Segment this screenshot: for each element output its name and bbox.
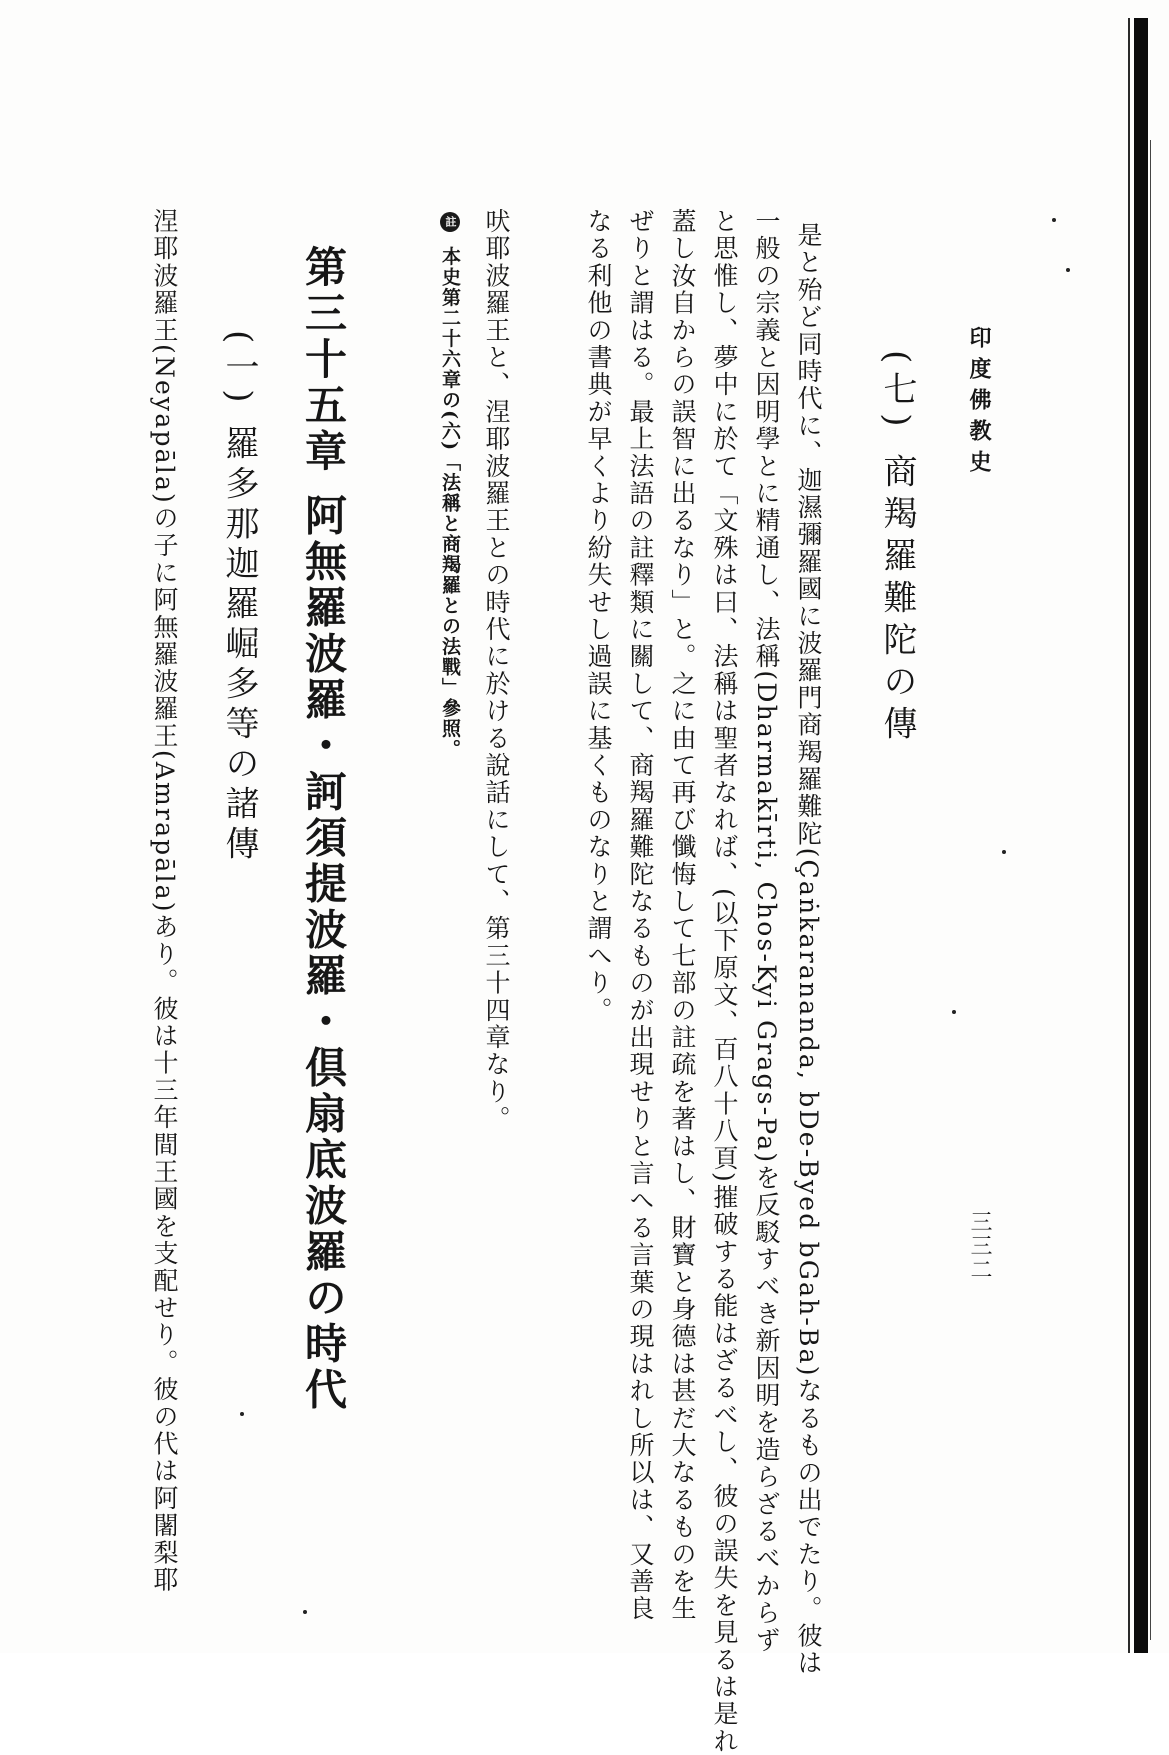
scan-speck xyxy=(1002,850,1006,854)
page-edge-line xyxy=(1150,140,1151,1640)
page-number: 三三二 xyxy=(967,1210,992,1282)
binding-edge-shadow xyxy=(1134,18,1148,1653)
running-head: 印度佛教史 xyxy=(966,326,992,481)
paragraph-line: 蓋し汝自からの誤智に出るなり」と。之に由て再び懺悔して七部の註疏を著はし、財寶と身德は甚だ大なるものを生 xyxy=(668,208,697,1623)
paragraph-line: ぜりと謂はる。最上法語の註釋類に關して、商羯羅難陀なるものが出現せりと言へる言葉の現はれし所以は、又善良 xyxy=(626,208,655,1623)
scan-speck xyxy=(952,1010,956,1014)
binding-edge-line xyxy=(1128,18,1130,1653)
section-heading: (七) 商羯羅難陀の傳 xyxy=(877,350,917,748)
scan-speck xyxy=(1052,218,1056,222)
paragraph-line: なる利他の書典が早くより紛失せし過誤に基くものなりと謂へり。 xyxy=(584,208,613,1024)
paragraph-line: 一般の宗義と因明學とに精通し、法稱(Dharmakīrti, Chos-Kyi Grags-Pa)を反駁すべき新因明を造らざるべからず xyxy=(752,208,781,1654)
paragraph-line: 涅耶波羅王(Neyapāla)の子に阿無羅波羅王(Amrapāla)あり。彼は十三年間王國を支配せり。彼の代は阿闍梨耶 xyxy=(150,208,179,1594)
scan-speck xyxy=(240,1412,244,1416)
paragraph-line: 吠耶波羅王と、涅耶波羅王との時代に於ける說話にして、第三十四章なり。 xyxy=(482,208,511,1133)
chapter-heading: 第三十五章 阿無羅波羅・訶須提波羅・倶扇底波羅の時代 xyxy=(299,245,348,1414)
scan-speck xyxy=(1066,268,1070,272)
footnote-marker: 註 xyxy=(440,212,460,232)
subsection-heading: (一) 羅多那迦羅崛多等の諸傳 xyxy=(219,330,259,866)
footnote xyxy=(440,212,460,759)
footnote-text: 本史第二十六章の(六)「法稱と商羯羅との法戰」參照。 xyxy=(439,246,461,760)
paragraph-line: と思惟し、夢中に於て「文殊は曰、法稱は聖者なれば、(以下原文、百八十八頁)摧破する能はざるべし、彼の誤失を見るは是れ xyxy=(710,208,739,1755)
paragraph-line: 是と殆ど同時代に、迦濕彌羅國に波羅門商羯羅難陀(Çaṅkarananda, bDe-Byed bGah-Ba)なるもの出でたり。彼は xyxy=(794,222,823,1677)
scan-speck xyxy=(303,1610,307,1614)
